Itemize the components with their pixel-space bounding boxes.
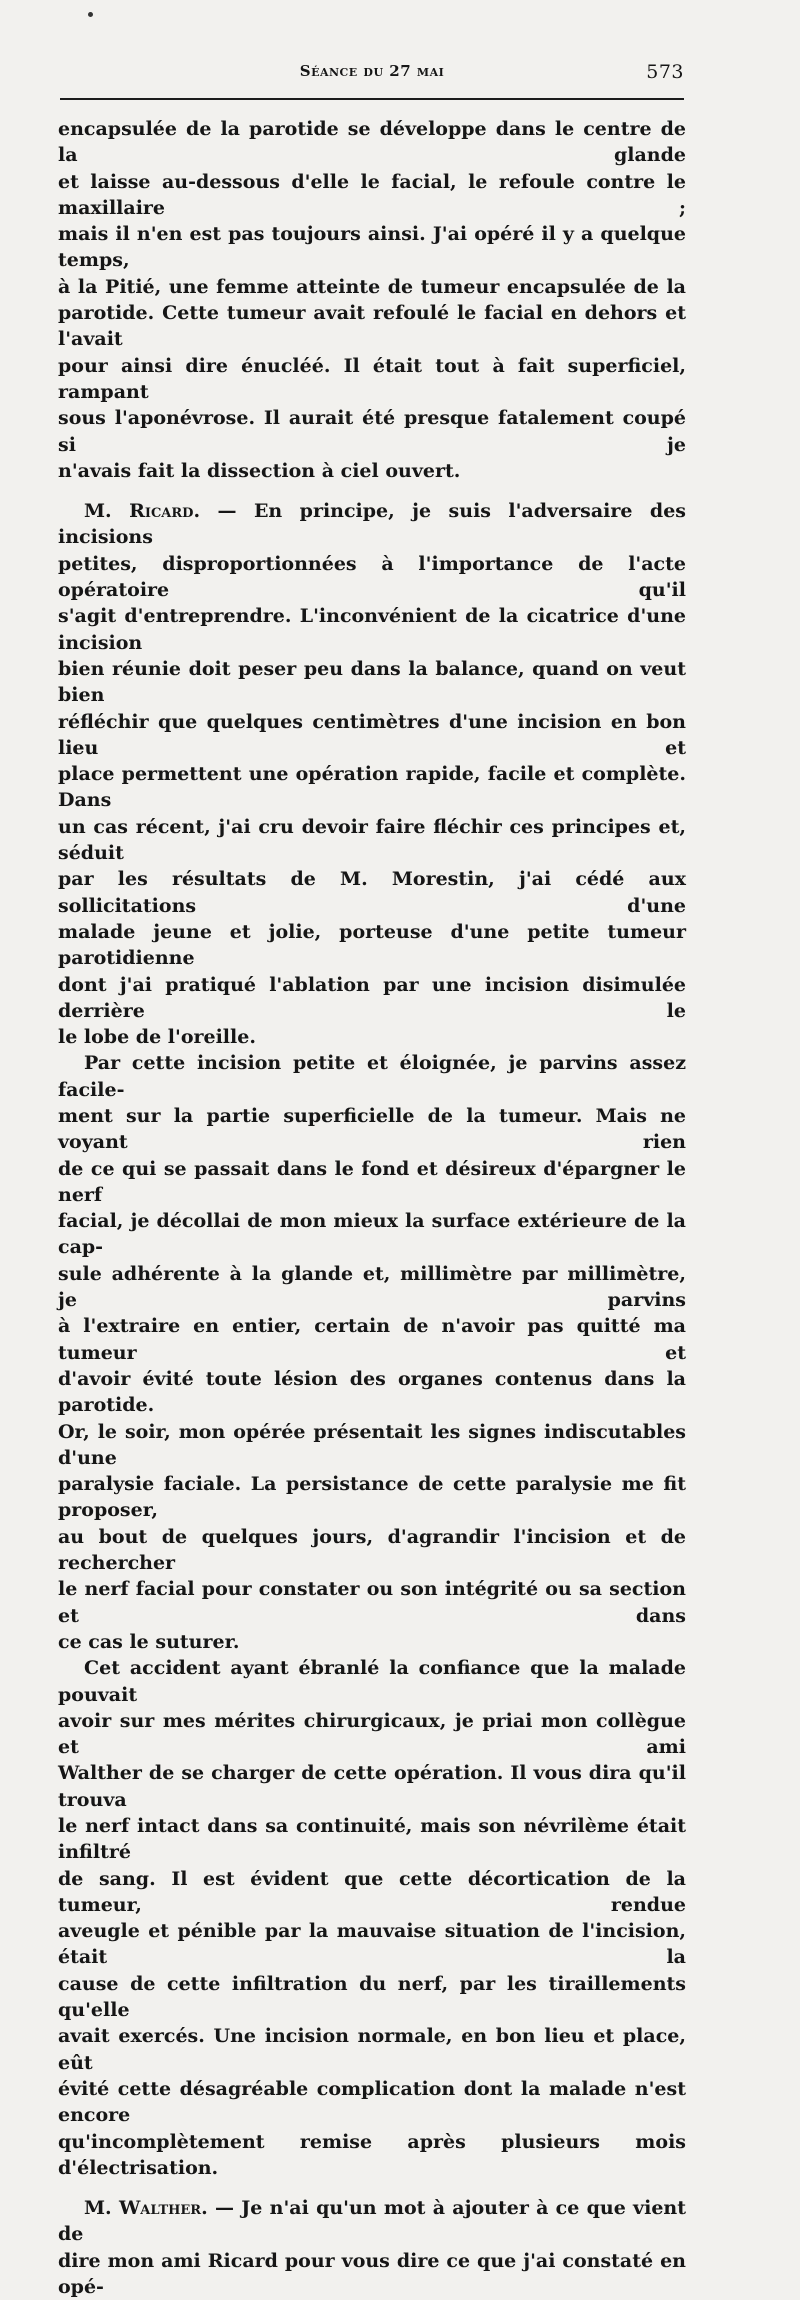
- speaker-name-walther: Walther: [118, 2197, 202, 2220]
- speaker-name-ricard: Ricard: [129, 500, 194, 523]
- ink-dot: [88, 12, 93, 17]
- text-line: de ce qui se passait dans le fond et désireux d'épargner le nerf: [58, 1157, 686, 1206]
- text-line: le lobe de l'oreille.: [58, 1026, 256, 1049]
- text-line: ment sur la partie superficielle de la tumeur. Mais ne voyant rien: [58, 1104, 686, 1154]
- text-line: à l'extraire en entier, certain de n'avoir pas quitté ma tumeur et: [58, 1315, 686, 1364]
- paragraph-1: [58, 116, 686, 484]
- text-line: au bout de quelques jours, d'agrandir l'incision et de rechercher: [58, 1525, 686, 1575]
- text-line: par les résultats de M. Morestin, j'ai cédé aux sollicitations d'une: [58, 868, 686, 917]
- text-line: paralysie faciale. La persistance de cette paralysie me fit proposer,: [58, 1473, 686, 1522]
- text-line: s'agit d'entreprendre. L'inconvénient de la cicatrice d'une incision: [58, 605, 686, 654]
- running-head-seance: Séance du: [299, 62, 384, 80]
- text-line: Par cette incision petite et éloignée, je parvins assez facile-: [58, 1052, 686, 1101]
- running-head-month: mai: [416, 62, 445, 80]
- paragraph-2: [58, 498, 686, 1050]
- text-line: réfléchir que quelques centimètres d'une incision en bon lieu et: [58, 710, 686, 759]
- speaker-prefix: M.: [84, 2197, 112, 2220]
- text-line: avait exercés. Une incision normale, en bon lieu et place, eût: [58, 2025, 686, 2074]
- text-line: évité cette désagréable complication dont la malade n'est encore: [58, 2077, 686, 2127]
- text-line: petites, disproportionnées à l'importance de l'acte opératoire qu'il: [58, 552, 686, 602]
- speaker-prefix: M.: [84, 500, 112, 523]
- text-line: parotide. Cette tumeur avait refoulé le facial en dehors et l'avait: [58, 302, 686, 351]
- text-line: Walther de se charger de cette opération. Il vous dira qu'il trouva: [58, 1762, 686, 1811]
- paragraph-3: [58, 1050, 686, 1655]
- text-line: d'avoir évité toute lésion des organes contenus dans la parotide.: [58, 1367, 686, 1417]
- text-line: mais il n'en est pas toujours ainsi. J'ai opéré il y a quelque temps,: [58, 223, 686, 272]
- running-head-day: 27: [389, 62, 412, 80]
- text-line: aveugle et pénible par la mauvaise situation de l'incision, était la: [58, 1920, 686, 1969]
- page-number: 573: [646, 61, 684, 83]
- text-line: facial, je décollai de mon mieux la surface extérieure de la cap-: [58, 1210, 686, 1259]
- text-line: avoir sur mes mérites chirurgicaux, je priai mon collègue et ami: [58, 1709, 686, 1759]
- text-line: dont j'ai pratiqué l'ablation par une incision disimulée derrière le: [58, 973, 686, 1022]
- text-line: un cas récent, j'ai cru devoir faire fléchir ces principes et, séduit: [58, 815, 686, 865]
- speaker-dash: . —: [201, 2197, 235, 2220]
- text-line: à la Pitié, une femme atteinte de tumeur encapsulée de la: [58, 275, 686, 298]
- speaker-dash: . —: [193, 500, 237, 523]
- text-line: encapsulée de la parotide se développe dans le centre de la glande: [58, 118, 686, 167]
- text-line: de sang. Il est évident que cette décortication de la tumeur, rendue: [58, 1867, 686, 1916]
- text-line: sous l'aponévrose. Il aurait été presque fatalement coupé si je: [58, 407, 686, 456]
- text-line: sule adhérente à la glande et, millimètre par millimètre, je parvins: [58, 1262, 686, 1312]
- text-line: Or, le soir, mon opérée présentait les signes indiscutables d'une: [58, 1420, 686, 1469]
- text-line: n'avais fait la dissection à ciel ouvert.: [58, 459, 461, 482]
- text-line: pour ainsi dire énucléé. Il était tout à fait superficiel, rampant: [58, 354, 686, 403]
- paragraph-4: [58, 1655, 686, 2181]
- speaker-line: [58, 498, 686, 551]
- text-line: malade jeune et jolie, porteuse d'une petite tumeur parotidienne: [58, 920, 686, 970]
- header-rule: [60, 98, 684, 100]
- text-line: le nerf facial pour constater ou son intégrité ou sa section et dans: [58, 1578, 686, 1627]
- text-line: ce cas le suturer.: [58, 1630, 240, 1653]
- paragraph-5: [58, 2195, 686, 2300]
- text-line: Cet accident ayant ébranlé la confiance que la malade pouvait: [58, 1657, 686, 1706]
- text-line: cause de cette infiltration du nerf, par les tiraillements qu'elle: [58, 1972, 686, 2022]
- text-line: place permettent une opération rapide, facile et complète. Dans: [58, 763, 686, 812]
- page-header: [60, 62, 684, 86]
- text-line: le nerf intact dans sa continuité, mais son névrilème était infiltré: [58, 1815, 686, 1864]
- running-head: [60, 62, 684, 80]
- body-text: [58, 116, 686, 2300]
- speaker-line-text: En principe, je suis l'adversaire des incisions: [58, 500, 686, 549]
- text-line: dire mon ami Ricard pour vous dire ce que j'ai constaté en opé-: [58, 2249, 686, 2299]
- speaker-line: [58, 2195, 686, 2248]
- text-line: bien réunie doit peser peu dans la balance, quand on veut bien: [58, 657, 686, 707]
- text-line: et laisse au-dessous d'elle le facial, le refoule contre le maxillaire ;: [58, 170, 686, 219]
- text-line: qu'incomplètement remise après plusieurs mois d'électrisation.: [58, 2130, 686, 2179]
- speaker-line-text: Je n'ai qu'un mot à ajouter à ce que vient de: [58, 2197, 686, 2246]
